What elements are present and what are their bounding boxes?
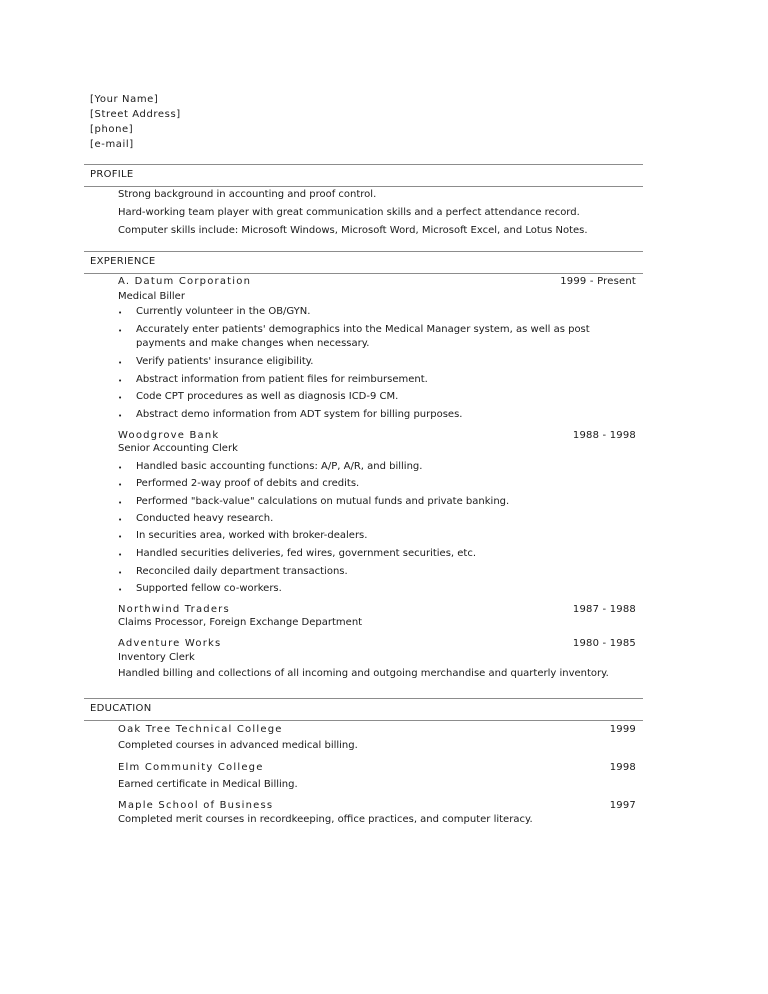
school-detail: Completed courses in advanced medical billing. xyxy=(118,740,358,751)
divider xyxy=(84,720,643,721)
school-year: 1999 xyxy=(609,724,636,735)
profile-line: Strong background in accounting and proof control. xyxy=(118,189,377,200)
profile-line: Hard-working team player with great communication skills and a perfect attendance record. xyxy=(118,207,580,218)
job-bullet: Code CPT procedures as well as diagnosis ICD-9 CM. xyxy=(136,391,399,402)
job-bullet: Supported fellow co-workers. xyxy=(136,583,282,594)
contact-address: [Street Address] xyxy=(90,109,181,120)
job-company: Adventure Works xyxy=(118,638,222,649)
job-bullet: Reconciled daily department transactions. xyxy=(136,566,348,577)
job-bullet: Handled basic accounting functions: A/P, A/R, and billing. xyxy=(136,461,423,472)
job-title: Claims Processor, Foreign Exchange Department xyxy=(118,617,363,628)
job-bullet: Accurately enter patients' demographics into the Medical Manager system, as well as post xyxy=(136,324,590,335)
job-title: Medical Biller xyxy=(118,291,185,302)
job-dates: 1988 - 1998 xyxy=(572,430,636,441)
job-description: Handled billing and collections of all incoming and outgoing merchandise and quarterly inventory. xyxy=(118,668,609,679)
contact-phone: [phone] xyxy=(90,124,134,135)
job-bullet: Currently volunteer in the OB/GYN. xyxy=(136,306,311,317)
job-bullet: Performed 2-way proof of debits and credits. xyxy=(136,478,360,489)
job-bullet: Verify patients' insurance eligibility. xyxy=(136,356,314,367)
job-dates: 1999 - Present xyxy=(560,276,636,287)
job-title: Senior Accounting Clerk xyxy=(118,443,238,454)
job-company: Woodgrove Bank xyxy=(118,430,220,441)
contact-email: [e-mail] xyxy=(90,139,134,150)
divider xyxy=(84,164,643,165)
bullet-icon: • xyxy=(118,481,123,489)
job-company: Northwind Traders xyxy=(118,604,230,615)
school-detail: Earned certificate in Medical Billing. xyxy=(118,779,298,790)
profile-line: Computer skills include: Microsoft Windows, Microsoft Word, Microsoft Excel, and Lotus Notes. xyxy=(118,225,588,236)
job-title: Inventory Clerk xyxy=(118,652,195,663)
bullet-icon: • xyxy=(118,551,123,559)
job-dates: 1987 - 1988 xyxy=(572,604,636,615)
job-dates: 1980 - 1985 xyxy=(572,638,636,649)
section-heading-education: EDUCATION xyxy=(90,703,152,714)
bullet-icon: • xyxy=(118,533,123,541)
job-bullet-continued: payments and make changes when necessary. xyxy=(136,338,370,349)
divider xyxy=(84,186,643,187)
bullet-icon: • xyxy=(118,412,123,420)
job-company: A. Datum Corporation xyxy=(118,276,252,287)
job-bullet: Performed "back-value" calculations on mutual funds and private banking. xyxy=(136,496,510,507)
job-bullet: In securities area, worked with broker-dealers. xyxy=(136,530,368,541)
bullet-icon: • xyxy=(118,359,123,367)
bullet-icon: • xyxy=(118,309,123,317)
school-name: Elm Community College xyxy=(118,762,264,773)
bullet-icon: • xyxy=(118,377,123,385)
bullet-icon: • xyxy=(118,586,123,594)
contact-name: [Your Name] xyxy=(90,94,159,105)
school-year: 1997 xyxy=(609,800,636,811)
contact-block xyxy=(90,92,181,152)
school-year: 1998 xyxy=(609,762,636,773)
divider xyxy=(84,251,643,252)
divider xyxy=(84,273,643,274)
bullet-icon: • xyxy=(118,569,123,577)
section-heading-profile: PROFILE xyxy=(90,169,134,180)
job-bullet: Handled securities deliveries, fed wires, government securities, etc. xyxy=(136,548,477,559)
bullet-icon: • xyxy=(118,516,123,524)
section-heading-experience: EXPERIENCE xyxy=(90,256,156,267)
bullet-icon: • xyxy=(118,499,123,507)
school-detail: Completed merit courses in recordkeeping, office practices, and computer literacy. xyxy=(118,814,533,825)
job-bullet: Abstract demo information from ADT system for billing purposes. xyxy=(136,409,463,420)
job-bullet: Conducted heavy research. xyxy=(136,513,274,524)
divider xyxy=(84,698,643,699)
school-name: Maple School of Business xyxy=(118,800,274,811)
job-bullet: Abstract information from patient files for reimbursement. xyxy=(136,374,428,385)
bullet-icon: • xyxy=(118,394,123,402)
bullet-icon: • xyxy=(118,464,123,472)
bullet-icon: • xyxy=(118,327,123,335)
school-name: Oak Tree Technical College xyxy=(118,724,283,735)
